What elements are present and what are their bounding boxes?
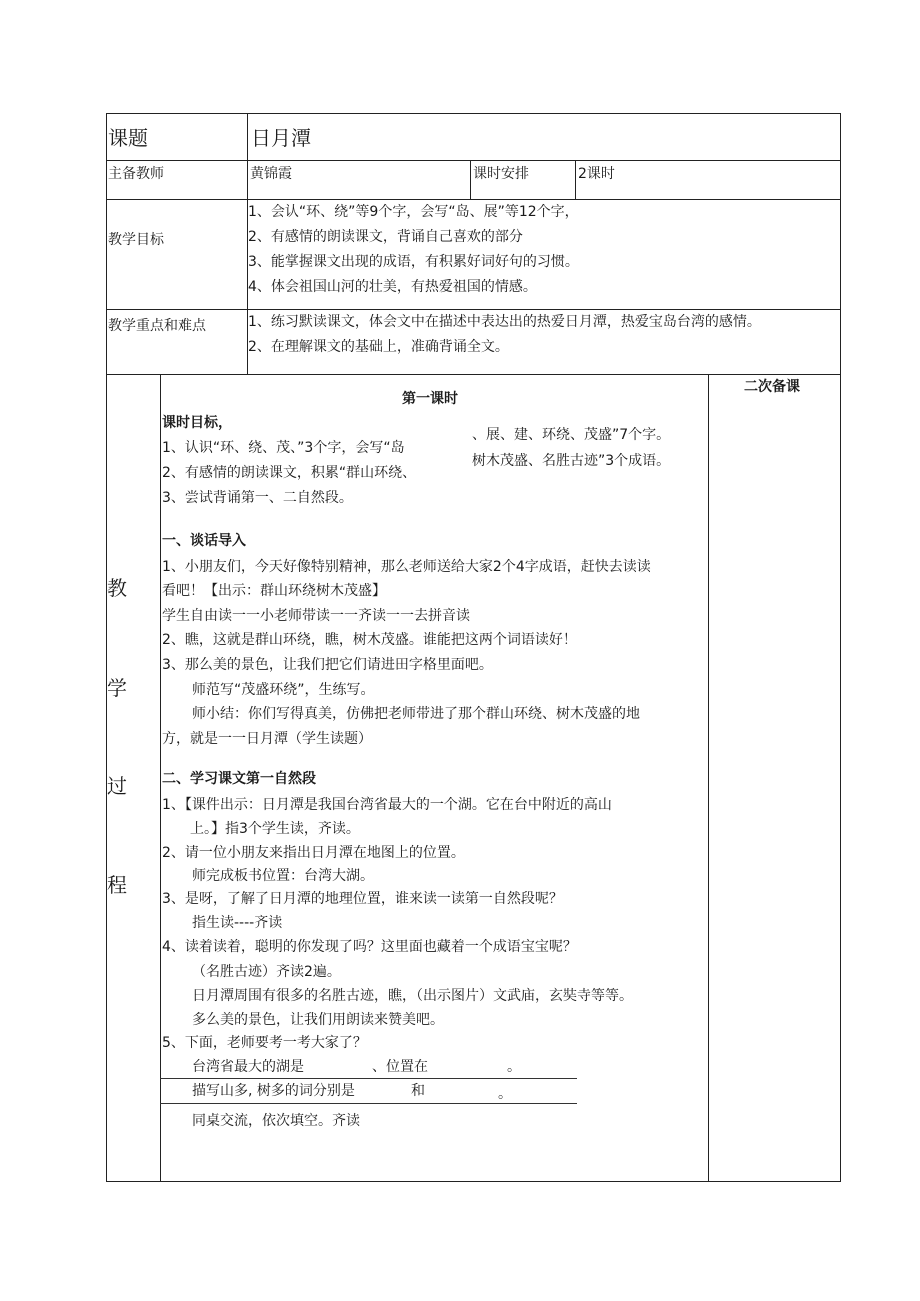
table-rule-vertical bbox=[470, 160, 471, 200]
process-label-char: 过 bbox=[107, 774, 127, 798]
section-line: 师完成板书位置：台湾大湖。 bbox=[192, 868, 374, 884]
goal-item: 4、体会祖国山河的壮美，有热爱祖国的情感。 bbox=[248, 279, 537, 295]
section-line: 1、小朋友们，今天好像特别精神，那么老师送给大家2个4字成语，赶快去读读 bbox=[162, 559, 651, 575]
fill-blank-text: 和 bbox=[411, 1083, 425, 1099]
section-line: 师小结：你们写得真美，仿佛把老师带进了那个群山环绕、树木茂盛的地 bbox=[192, 706, 640, 722]
fill-blank-line bbox=[160, 1078, 577, 1079]
lesson-goal-line-right: 、展、建、环绕、茂盛”7个字。 bbox=[472, 427, 671, 443]
process-label-char: 学 bbox=[107, 676, 127, 700]
second-prep-heading: 二次备课 bbox=[744, 379, 800, 395]
section-line: 师范写“茂盛环绕”，生练写。 bbox=[192, 682, 375, 698]
key-point-item: 2、在理解课文的基础上，准确背诵全文。 bbox=[248, 339, 509, 355]
fill-blank-text: 台湾省最大的湖是 bbox=[192, 1059, 304, 1075]
fill-blank-text: 、位置在 bbox=[372, 1059, 428, 1075]
lesson-goal-line-right: 树木茂盛、名胜古迹”3个成语。 bbox=[472, 453, 671, 469]
section-line: 2、请一位小朋友来指出日月潭在地图上的位置。 bbox=[162, 845, 465, 861]
table-rule bbox=[106, 309, 841, 310]
section-line: 4、读着读着，聪明的你发现了吗？这里面也藏着一个成语宝宝呢？ bbox=[162, 939, 577, 955]
table-border-right bbox=[840, 113, 841, 1182]
title-value: 日月潭 bbox=[251, 126, 311, 150]
table-rule-vertical bbox=[160, 374, 161, 1182]
table-border-bottom bbox=[106, 1181, 841, 1182]
section-line: 3、是呀，了解了日月潭的地理位置，谁来读一读第一自然段呢？ bbox=[162, 891, 563, 907]
schedule-value: 2课时 bbox=[578, 166, 615, 182]
section-line: 方，就是一一日月潭（学生读题） bbox=[162, 731, 372, 747]
lesson-goals-heading: 课时目标， bbox=[162, 415, 232, 431]
table-rule bbox=[106, 199, 841, 200]
goal-item: 3、能掌握课文出现的成语，有积累好词好句的习惯。 bbox=[248, 254, 579, 270]
lesson-goal-line: 3、尝试背诵第一、二自然段。 bbox=[162, 490, 353, 506]
goal-item: 2、有感情的朗读课文，背诵自己喜欢的部分 bbox=[248, 229, 523, 245]
section-heading: 二、学习课文第一自然段 bbox=[162, 771, 316, 787]
table-rule bbox=[106, 374, 841, 375]
section-line: 指生读----齐读 bbox=[192, 915, 283, 931]
table-border-top bbox=[106, 113, 841, 114]
fill-blank-text: 描写山多, 树多的词分别是 bbox=[192, 1083, 355, 1099]
section-line: 5、下面，老师要考一考大家了？ bbox=[162, 1035, 367, 1051]
closing-line: 同桌交流，依次填空。齐读 bbox=[192, 1113, 360, 1129]
section-line: 多么美的景色，让我们用朗读来赞美吧。 bbox=[192, 1012, 444, 1028]
table-rule bbox=[106, 160, 841, 161]
section-line: （名胜古迹）齐读2遍。 bbox=[192, 964, 341, 980]
lesson-goal-line: 1、认识“环、绕、茂、”3个字，会写“岛 bbox=[162, 440, 405, 456]
section-line: 日月潭周围有很多的名胜古迹，瞧，（出示图片）文武庙，玄奘寺等等。 bbox=[192, 988, 633, 1004]
process-label-char: 程 bbox=[107, 873, 127, 897]
fill-blank-text: 。 bbox=[507, 1059, 521, 1075]
section-line: 学生自由读一一小老师带读一一齐读一一去拼音读 bbox=[162, 608, 470, 624]
teacher-value: 黄锦霞 bbox=[250, 166, 292, 182]
key-points-label: 教学重点和难点 bbox=[108, 318, 206, 334]
table-rule-vertical bbox=[575, 160, 576, 200]
section-line: 1、【课件出示：日月潭是我国台湾省最大的一个湖。它在台中附近的高山 bbox=[162, 797, 612, 813]
fill-blank-text: 。 bbox=[498, 1086, 512, 1102]
section-heading: 一、谈话导入 bbox=[162, 533, 246, 549]
table-rule-vertical bbox=[708, 374, 709, 1182]
key-point-item: 1、练习默读课文，体会文中在描述中表达出的热爱日月潭，热爱宝岛台湾的感情。 bbox=[248, 314, 761, 330]
section-line: 看吧！【出示：群山环绕树木茂盛】 bbox=[162, 583, 386, 599]
goal-item: 1、会认“环、绕”等9个字，会写“岛、展”等12个字， bbox=[248, 204, 579, 220]
table-border-left bbox=[106, 113, 107, 1182]
title-label: 课题 bbox=[108, 126, 148, 150]
lesson-goal-line: 2、有感情的朗读课文，积累“群山环绕、 bbox=[162, 465, 417, 481]
fill-blank-line bbox=[160, 1103, 577, 1104]
lesson-title: 第一课时 bbox=[402, 391, 458, 407]
process-label-char: 教 bbox=[107, 576, 127, 600]
section-line: 3、那么美的景色，让我们把它们请进田字格里面吧。 bbox=[162, 657, 493, 673]
teacher-label: 主备教师 bbox=[108, 166, 164, 182]
goals-label: 教学目标 bbox=[108, 232, 164, 248]
schedule-label: 课时安排 bbox=[473, 166, 529, 182]
section-line: 2、瞧，这就是群山环绕，瞧，树木茂盛。谁能把这两个词语读好！ bbox=[162, 632, 577, 648]
section-line: 上。】指3个学生读，齐读。 bbox=[190, 821, 360, 837]
